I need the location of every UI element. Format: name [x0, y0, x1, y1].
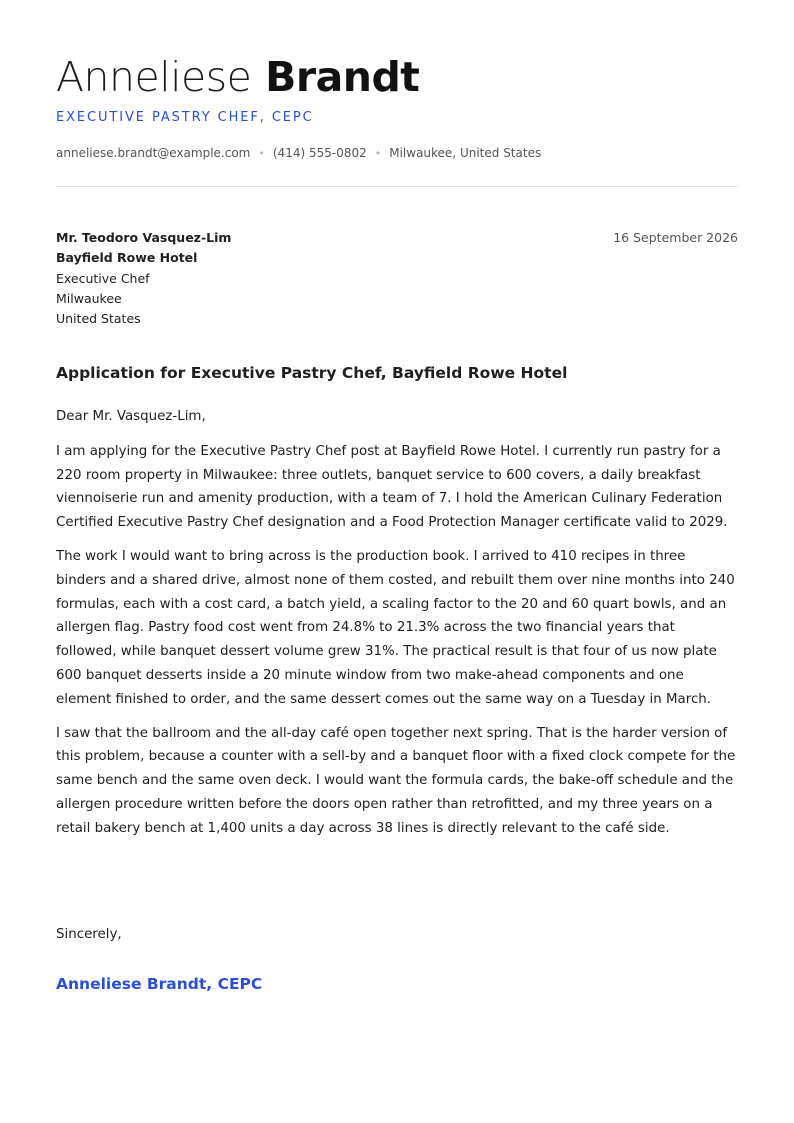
salutation: Dear Mr. Vasquez-Lim, — [56, 409, 206, 424]
recipient-city: Milwaukee — [56, 290, 122, 306]
closing: Sincerely, — [56, 927, 122, 942]
body-paragraph-2: The work I would want to bring across is the production book. I arrived to 410 recipes in three binders and a shared drive, almost none of them costed, and rebuilt them over nine months into 240 formulas, each with a cost card, a batch yield, a scaling factor to the 20 and 60 quart bowls, and an allergen flag. Pastry food cost went from 24.8% to 21.3% across the two financial years that followed, while banquet dessert volume grew 31%. The practical result is that four of us now plate 600 banquet desserts inside a 20 minute window from two make-ahead components and one element finished to order, and the same dessert comes out the same way on a Tuesday in March. — [56, 548, 735, 707]
recipient-block — [56, 228, 231, 329]
recipient-role: Executive Chef — [56, 270, 150, 286]
applicant-last-name: Brandt — [265, 53, 420, 101]
signature: Anneliese Brandt, CEPC — [56, 975, 263, 993]
letter-date: 16 September 2026 — [613, 230, 738, 245]
phone-text: (414) 555-0802 — [272, 146, 367, 160]
letter-subject: Application for Executive Pastry Chef, Bayfield Rowe Hotel — [56, 364, 568, 382]
applicant-first-name: Anneliese — [56, 53, 252, 101]
letter-body — [56, 405, 738, 851]
applicant-title: EXECUTIVE PASTRY CHEF, CEPC — [56, 110, 314, 125]
applicant-name — [56, 52, 419, 102]
location-text: Milwaukee, United States — [389, 146, 542, 160]
recipient-company: Bayfield Rowe Hotel — [56, 250, 198, 266]
contact-separator: • — [374, 146, 382, 160]
body-paragraph-1: I am applying for the Executive Pastry Chef post at Bayfield Rowe Hotel. I currently run pastry for a 220 room property in Milwaukee: three outlets, banquet service to 600 covers, a daily breakfast viennoiserie run and amenity production, with a team of 7. I hold the American Culinary Federation Certified Executive Pastry Chef designation and a Food Protection Manager certificate valid to 2029. — [56, 443, 728, 531]
email-text: anneliese.brandt@example.com — [56, 146, 251, 160]
contact-separator: • — [258, 146, 265, 160]
body-paragraph-3: I saw that the ballroom and the all-day café open together next spring. That is the harder version of this problem, because a counter with a sell-by and a banquet floor with a fixed clock compete for the same bench and the same oven deck. I would want the formula cards, the bake-off schedule and the allergen procedure written before the doors open rather than retrofitted, and my three years on a retail bakery bench at 1,400 units a day across 38 lines is directly relevant to the café side. — [56, 725, 736, 836]
recipient-name: Mr. Teodoro Vasquez-Lim — [56, 230, 232, 245]
contact-line — [56, 146, 541, 160]
header-divider — [56, 186, 738, 187]
recipient-country: United States — [56, 311, 141, 327]
